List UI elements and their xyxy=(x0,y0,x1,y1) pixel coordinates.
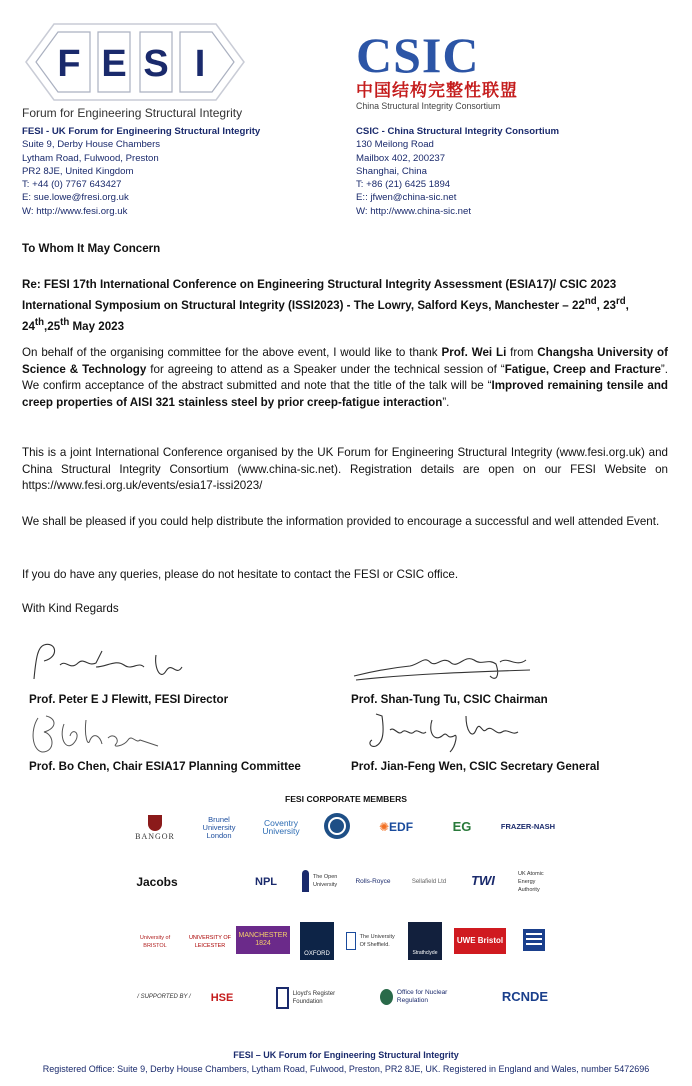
fesi-letter-s: S xyxy=(143,43,169,85)
logo-text: NPL xyxy=(255,876,277,888)
logo-manchester xyxy=(236,926,290,954)
logo-text: Brunel University London xyxy=(202,815,236,840)
csic-logo-text: CSIC xyxy=(356,27,480,83)
logo-coventry xyxy=(258,812,304,842)
csic-address-line: Mailbox 402, 200237 xyxy=(356,152,446,164)
csic-email[interactable]: E:: jfwen@china-sic.net xyxy=(356,192,457,204)
signatory-tu: Prof. Shan-Tung Tu, CSIC Chairman xyxy=(351,693,548,706)
re-25: ,25 xyxy=(44,319,61,333)
logo-brunel xyxy=(196,816,242,840)
logo-rcnde xyxy=(496,984,554,1010)
logo-sellafield xyxy=(404,874,454,890)
signature-tu xyxy=(350,642,535,690)
re-23: , 23 xyxy=(596,298,617,312)
logo-onr xyxy=(380,986,464,1008)
csic-address xyxy=(356,125,559,218)
logo-zentech xyxy=(520,926,548,954)
paragraph-4: If you do have any queries, please do not hesitate to contact the FESI or CSIC office. xyxy=(22,568,459,581)
fesi-letter-e: E xyxy=(101,43,127,85)
fesi-logo xyxy=(22,20,248,104)
session-name: Fatigue, Creep and Fracture xyxy=(504,362,661,376)
bangor-crest-icon xyxy=(148,815,162,831)
paragraph-1 xyxy=(22,345,668,411)
fesi-address-line: Lytham Road, Fulwood, Preston xyxy=(22,152,159,164)
logo-strathclyde xyxy=(408,922,442,960)
closing: With Kind Regards xyxy=(22,602,119,615)
logo-text: Jacobs xyxy=(136,875,178,889)
logo-text: OXFORD xyxy=(304,951,330,957)
re-comma: , xyxy=(625,298,629,312)
signature-flewitt xyxy=(26,637,186,691)
logo-jacobs xyxy=(132,872,182,892)
p1-text: ”. We confirm acceptance of the abstract submitted and note that the title of the talk will be “ xyxy=(22,362,668,393)
logo-text: EG xyxy=(452,819,472,834)
logo-text: FRAZER-NASH xyxy=(500,822,556,831)
logo-lloyds xyxy=(276,984,346,1012)
re-24: 24 xyxy=(22,319,35,333)
paragraph-2: This is a joint International Conference organised by the UK Forum for Engineering Structural Integrity (www.fesi.org.uk) and China Structural Integrity Consortium (www.china-sic.net). Registration details are open on our FESI Website on https://www.fesi.org.uk/events/esia17-issi2023/ xyxy=(22,446,668,493)
signatory-wen: Prof. Jian-Feng Wen, CSIC Secretary General xyxy=(351,760,600,773)
logo-leicester xyxy=(186,934,234,950)
logo-text: Office for Nuclear Regulation xyxy=(396,989,448,1004)
logo-text: The University Of Sheffield. xyxy=(359,934,395,948)
sup-rd: rd xyxy=(616,296,626,307)
csic-address-line: CSIC - China Structural Integrity Consortium xyxy=(356,126,560,137)
logo-twi xyxy=(466,866,500,896)
logo-text: Lloyd's Register Foundation xyxy=(292,991,336,1005)
logo-uwe xyxy=(454,928,506,954)
talk-title: Improved remaining tensile and creep properties of AISI 321 stainless steel by prior creep-fatigue interaction xyxy=(22,379,668,409)
fesi-address-line: FESI - UK Forum for Engineering Structural Integrity xyxy=(22,126,261,137)
logo-text: The Open University xyxy=(312,874,338,888)
re-date-tail: May 2023 xyxy=(69,319,125,333)
fesi-letter-i: I xyxy=(194,43,206,85)
logo-text: TWI xyxy=(471,873,495,888)
sup-nd: nd xyxy=(584,296,597,307)
circle-logo-icon xyxy=(323,812,351,840)
logo-eg xyxy=(438,816,486,838)
speaker-name: Prof. Wei Li xyxy=(441,346,507,359)
zentech-icon xyxy=(521,927,547,953)
fesi-letter-f: F xyxy=(57,43,81,85)
re-line-3 xyxy=(22,314,668,335)
sheffield-crest-icon xyxy=(346,932,356,950)
re-line xyxy=(22,276,668,335)
logo-ukaea xyxy=(518,864,558,900)
csic-website[interactable]: W: http://www.china-sic.net xyxy=(356,205,471,217)
salutation: To Whom It May Concern xyxy=(22,242,161,255)
speaker-university: Changsha University of Science & Technology xyxy=(22,346,669,376)
fesi-email[interactable]: E: sue.lowe@fresi.org.uk xyxy=(22,192,129,204)
logo-npl xyxy=(246,872,286,892)
csic-address-line: Shanghai, China xyxy=(356,165,427,177)
supported-by-label xyxy=(134,990,194,1004)
logo-bangor xyxy=(132,808,178,848)
fesi-address-line: Suite 9, Derby House Chambers xyxy=(22,139,161,151)
logo-open-university xyxy=(302,866,338,896)
signature-chen xyxy=(28,710,168,760)
logo-text: HSE xyxy=(210,992,234,1004)
re-line-2 xyxy=(22,293,668,314)
csic-logo xyxy=(356,28,518,112)
logo-rolls-royce xyxy=(350,874,396,890)
corporate-members-title: FESI CORPORATE MEMBERS xyxy=(284,794,408,804)
p1-text: from xyxy=(506,346,538,359)
logo-text: UK Atomic Energy Authority xyxy=(518,871,544,893)
supported-by-text: / SUPPORTED BY / xyxy=(137,994,191,1000)
logo-text: RCNDE xyxy=(501,989,549,1004)
logo-text: Coventry University xyxy=(262,818,300,836)
logo-oxford xyxy=(300,922,334,960)
signatory-flewitt: Prof. Peter E J Flewitt, FESI Director xyxy=(29,693,229,706)
signature-wen xyxy=(362,706,532,758)
fesi-phone: T: +44 (0) 7767 643427 xyxy=(22,179,122,191)
logo-bristol xyxy=(132,934,178,950)
fesi-address xyxy=(22,125,260,218)
logo-sheffield xyxy=(346,926,402,956)
edf-flower-icon: ✺ xyxy=(378,820,390,834)
logo-text: UNIVERSITY OF LEICESTER xyxy=(188,935,232,949)
footer-title: FESI – UK Forum for Engineering Structural Integrity xyxy=(233,1050,459,1060)
logo-text: Rolls-Royce xyxy=(355,878,391,885)
fesi-address-line: PR2 8JE, United Kingdom xyxy=(22,165,134,177)
signatory-chen: Prof. Bo Chen, Chair ESIA17 Planning Committee xyxy=(29,760,301,773)
p1-text: On behalf of the organising committee for the above event, I would like to thank xyxy=(22,346,442,359)
logo-text: BANGOR xyxy=(135,832,175,841)
re-line-2-text: International Symposium on Structural Integrity (ISSI2023) - The Lowry, Salford Keys, Manchester – 22 xyxy=(22,298,585,312)
logo-hse xyxy=(202,978,242,1018)
lloyds-icon xyxy=(276,987,289,1009)
logo-circle xyxy=(322,811,352,841)
open-university-icon xyxy=(302,870,309,892)
logo-text: Strathclyde xyxy=(412,950,438,956)
p1-text: ”. xyxy=(442,395,450,409)
logo-text: Sellafield Ltd xyxy=(411,879,447,885)
paragraph-3: We shall be pleased if you could help distribute the information provided to encourage a successful and well attended Event. xyxy=(22,515,660,528)
sup-th-2: th xyxy=(60,316,70,328)
logo-text: EDF xyxy=(389,820,414,834)
re-line-1: Re: FESI 17th International Conference on Engineering Structural Integrity Assessment (ESIA17)/ CSIC 2023 xyxy=(22,278,617,291)
footer-registered-office: Registered Office: Suite 9, Derby House Chambers, Lytham Road, Fulwood, Preston, PR2 8JE, UK. Registered in England and Wales, number 5472696 xyxy=(42,1064,650,1074)
logo-text: MANCHESTER 1824 xyxy=(238,932,288,947)
logo-text: UWE Bristol xyxy=(456,936,504,945)
fesi-subtitle: Forum for Engineering Structural Integrity xyxy=(22,106,243,120)
logo-edf xyxy=(372,816,420,838)
csic-logo-chinese: 中国结构完整性联盟 xyxy=(356,81,518,101)
csic-address-line: 130 Meilong Road xyxy=(356,139,434,151)
p1-text: for agreeing to attend as a Speaker under the technical session of “ xyxy=(146,362,505,376)
onr-icon xyxy=(380,989,393,1005)
logo-faint xyxy=(192,874,234,890)
csic-phone: T: +86 (21) 6425 1894 xyxy=(356,179,451,191)
logo-frazer-nash xyxy=(500,816,556,838)
sup-th-1: th xyxy=(34,316,45,328)
fesi-website[interactable]: W: http://www.fesi.org.uk xyxy=(22,205,128,217)
csic-logo-english: China Structural Integrity Consortium xyxy=(356,101,501,111)
logo-text: University of BRISTOL xyxy=(139,935,171,949)
